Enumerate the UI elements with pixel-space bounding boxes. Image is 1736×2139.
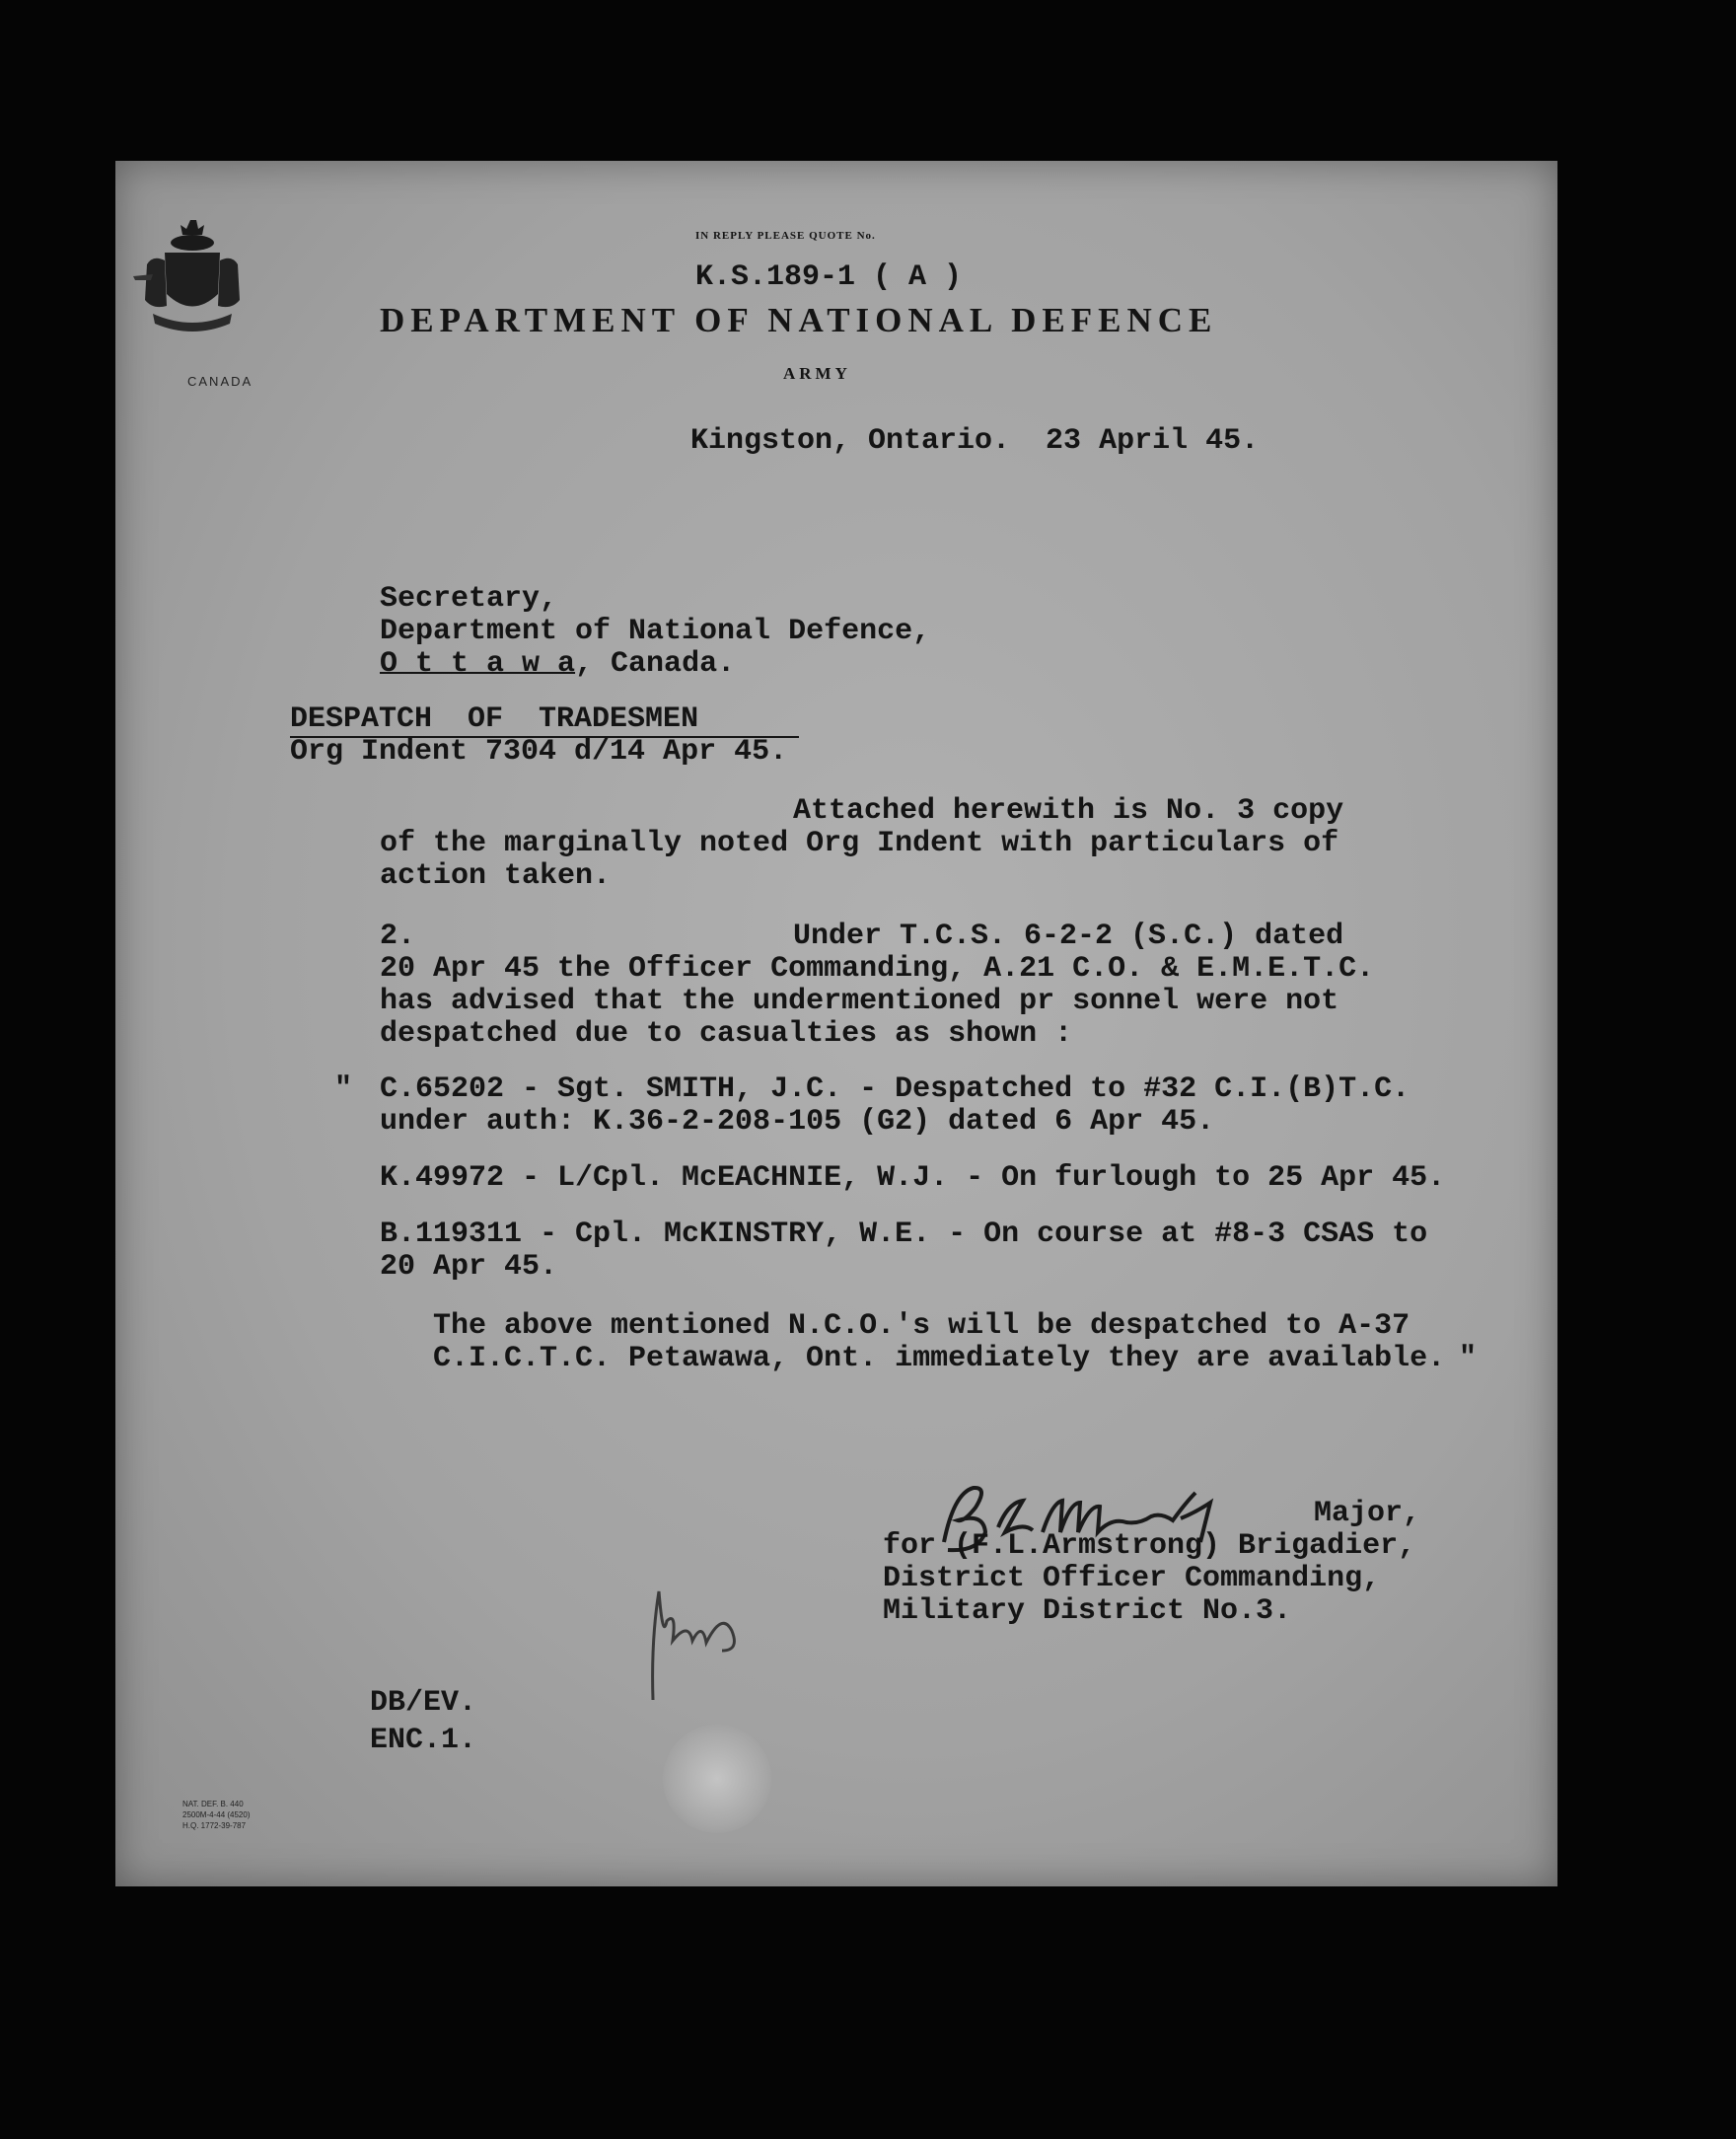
subject-reference: Org Indent 7304 d/14 Apr 45. bbox=[290, 735, 788, 769]
reply-quote-label: IN REPLY PLEASE QUOTE No. bbox=[695, 230, 876, 242]
entry1-line1: C.65202 - Sgt. SMITH, J.C. - Despatched to #32 C.I.(B)T.C. bbox=[380, 1072, 1410, 1106]
crest-label: CANADA bbox=[187, 374, 253, 389]
coat-of-arms-emblem bbox=[133, 215, 252, 343]
form-code-line2: 2500M-4-44 (4520) bbox=[182, 1810, 251, 1819]
entry3-line1: B.119311 - Cpl. McKINSTRY, W.E. - On course at #8-3 CSAS to bbox=[380, 1217, 1428, 1251]
para2-number: 2. bbox=[380, 920, 416, 953]
form-code-line1: NAT. DEF. B. 440 bbox=[182, 1800, 244, 1808]
entry3-line2: 20 Apr 45. bbox=[380, 1250, 558, 1284]
subject-title: DESPATCH OF TRADESMEN bbox=[290, 702, 699, 736]
closing-mark: " bbox=[1459, 1342, 1478, 1375]
department-heading: DEPARTMENT OF NATIONAL DEFENCE bbox=[380, 301, 1218, 339]
para2-line4: despatched due to casualties as shown : bbox=[380, 1017, 1073, 1051]
addressee-line2: Department of National Defence, bbox=[380, 615, 931, 648]
letter-page bbox=[115, 161, 1557, 1886]
file-number: K.S.189-1 ( A ) bbox=[695, 260, 963, 294]
para2-line2: 20 Apr 45 the Officer Commanding, A.21 C.O. & E.M.E.T.C. bbox=[380, 952, 1375, 986]
addressee-country: , Canada. bbox=[575, 647, 736, 681]
entry1-line2: under auth: K.36-2-208-105 (G2) dated 6 Apr 45. bbox=[380, 1105, 1215, 1139]
form-code-line3: H.Q. 1772-39-787 bbox=[182, 1821, 247, 1830]
closing-line1: The above mentioned N.C.O.'s will be despatched to A-37 bbox=[433, 1309, 1410, 1343]
closing-line2: C.I.C.T.C. Petawawa, Ont. immediately they are available. bbox=[433, 1342, 1446, 1375]
reference-initials: DB/EV. bbox=[370, 1686, 477, 1720]
para1-line1: Attached herewith is No. 3 copy bbox=[793, 794, 1344, 828]
para1-line3: action taken. bbox=[380, 859, 612, 893]
place-date: Kingston, Ontario. 23 April 45. bbox=[690, 424, 1260, 458]
para2-line3: has advised that the undermentioned pr sonnel were not bbox=[380, 985, 1339, 1018]
para1-line2: of the marginally noted Org Indent with particulars of bbox=[380, 827, 1339, 860]
signature-line3: District Officer Commanding, bbox=[883, 1562, 1381, 1595]
addressee-city: O t t a w a bbox=[380, 647, 576, 681]
entry2: K.49972 - L/Cpl. McEACHNIE, W.J. - On furlough to 25 Apr 45. bbox=[380, 1161, 1446, 1195]
faded-stamp bbox=[663, 1725, 771, 1833]
bullet-mark: " bbox=[334, 1072, 353, 1106]
signature-line2: for (F.L.Armstrong) Brigadier, bbox=[883, 1529, 1416, 1563]
signature-rank: Major, bbox=[1314, 1497, 1421, 1530]
addressee-line3 bbox=[380, 648, 735, 681]
para2-line1: Under T.C.S. 6-2-2 (S.C.) dated bbox=[793, 920, 1344, 953]
branch-heading: ARMY bbox=[783, 364, 851, 383]
enclosure-note: ENC.1. bbox=[370, 1724, 477, 1757]
signature-line4: Military District No.3. bbox=[883, 1594, 1292, 1628]
initials-signature bbox=[633, 1582, 771, 1710]
addressee-line1: Secretary, bbox=[380, 582, 558, 616]
